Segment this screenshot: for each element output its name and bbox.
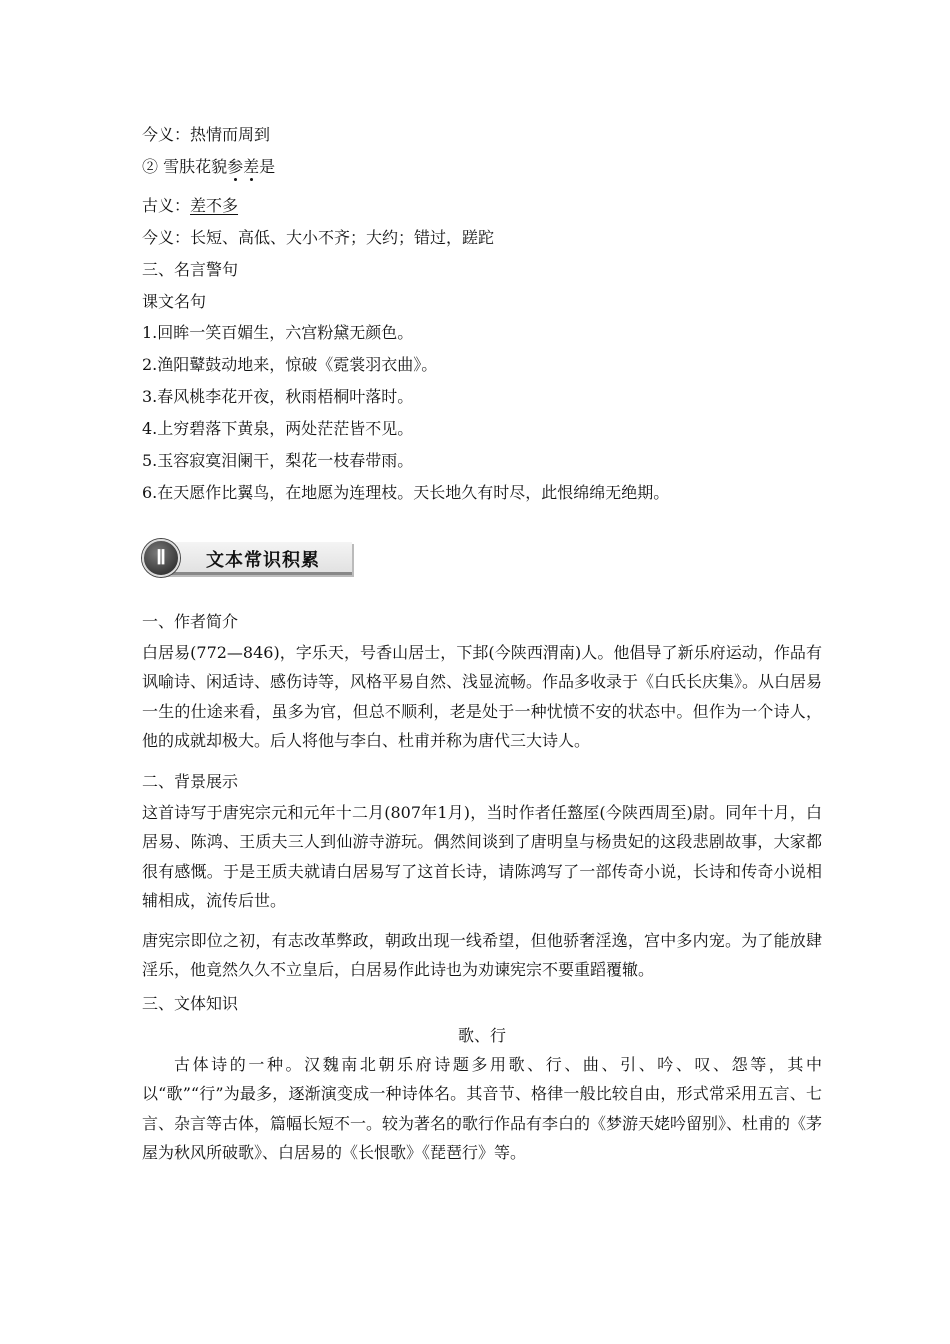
guyi-label: 古义： — [142, 196, 191, 215]
jinyi-line-1: 今义：热情而周到 — [142, 125, 271, 144]
author-paragraph: 白居易(772—846)，字乐天，号香山居士，下邽(今陕西渭南)人。他倡导了新乐府运动，作品有讽喻诗、闲适诗、感伤诗等，风格平易自然、浅显流畅。作品多收录于《白氏长庆集》。从白居易一生的仕途来看，虽多为官，但总不顺利，老是处于一种忧愤不安的状态中。但作为一个诗人，他的成就却极大。后人将他与李白、杜甫并称为唐代三大诗人。 — [142, 643, 823, 751]
famous-quotes-heading: 三、名言警句 — [142, 260, 239, 279]
dotted-char-ci: 差 — [243, 157, 260, 176]
famous-quotes-subheading: 课文名句 — [142, 292, 207, 311]
genre-paragraph: 古体诗的一种。汉魏南北朝乐府诗题多用歌、行、曲、引、吟、叹、怨等，其中以“歌”“行”为最多，逐渐演变成一种诗体名。其音节、格律一般比较自由，形式常采用五言、七言、杂言等古体，篇幅长短不一。较为著名的歌行作品有李白的《梦游天姥吟留别》、杜甫的《茅屋为秋风所破歌》、白居易的《长恨歌》《琵琶行》等。 — [142, 1055, 823, 1163]
vocab-item-2 — [142, 157, 275, 177]
guyi-value: 差不多 — [190, 196, 239, 215]
quote-line: 2.渔阳鼙鼓动地来，惊破《霓裳羽衣曲》。 — [142, 355, 438, 374]
section-banner — [142, 538, 354, 578]
section-title: 文本常识积累 — [206, 550, 320, 571]
background-heading: 二、背景展示 — [142, 772, 239, 791]
quote-line: 4.上穷碧落下黄泉，两处茫茫皆不见。 — [142, 419, 414, 438]
section-numeral-badge: Ⅱ — [142, 539, 180, 577]
author-heading: 一、作者简介 — [142, 612, 239, 631]
quote-line: 5.玉容寂寞泪阑干，梨花一枝春带雨。 — [142, 451, 414, 470]
vocab-item-2-suffix: 是 — [259, 157, 276, 176]
genre-heading: 三、文体知识 — [142, 994, 239, 1013]
guyi-line — [142, 196, 238, 216]
quote-line: 1.回眸一笑百媚生，六宫粉黛无颜色。 — [142, 323, 414, 342]
background-paragraph-2: 唐宪宗即位之初，有志改革弊政，朝政出现一线希望，但他骄奢淫逸，宫中多内宠。为了能放肆淫乐，他竟然久久不立皇后，白居易作此诗也为劝谏宪宗不要重蹈覆辙。 — [142, 931, 822, 980]
background-paragraph-1: 这首诗写于唐宪宗元和元年十二月(807年1月)，当时作者任盩厔(今陕西周至)尉。同年十月，白居易、陈鸿、王质夫三人到仙游寺游玩。偶然间谈到了唐明皇与杨贵妃的这段悲剧故事，大家都很有感慨。于是王质夫就请白居易写了这首长诗，请陈鸿写了一部传奇小说，长诗和传奇小说相辅相成，流传后世。 — [142, 803, 822, 911]
quote-line: 6.在天愿作比翼鸟，在地愿为连理枝。天长地久有时尽，此恨绵绵无绝期。 — [142, 483, 670, 502]
vocab-item-2-prefix: ② 雪肤花貌 — [142, 157, 228, 176]
quote-line: 3.春风桃李花开夜，秋雨梧桐叶落时。 — [142, 387, 414, 406]
dotted-char-can: 参 — [227, 157, 244, 176]
genre-title: 歌、行 — [457, 1026, 506, 1045]
jinyi-line-2: 今义：长短、高低、大小不齐；大约；错过，蹉跎 — [142, 228, 495, 247]
